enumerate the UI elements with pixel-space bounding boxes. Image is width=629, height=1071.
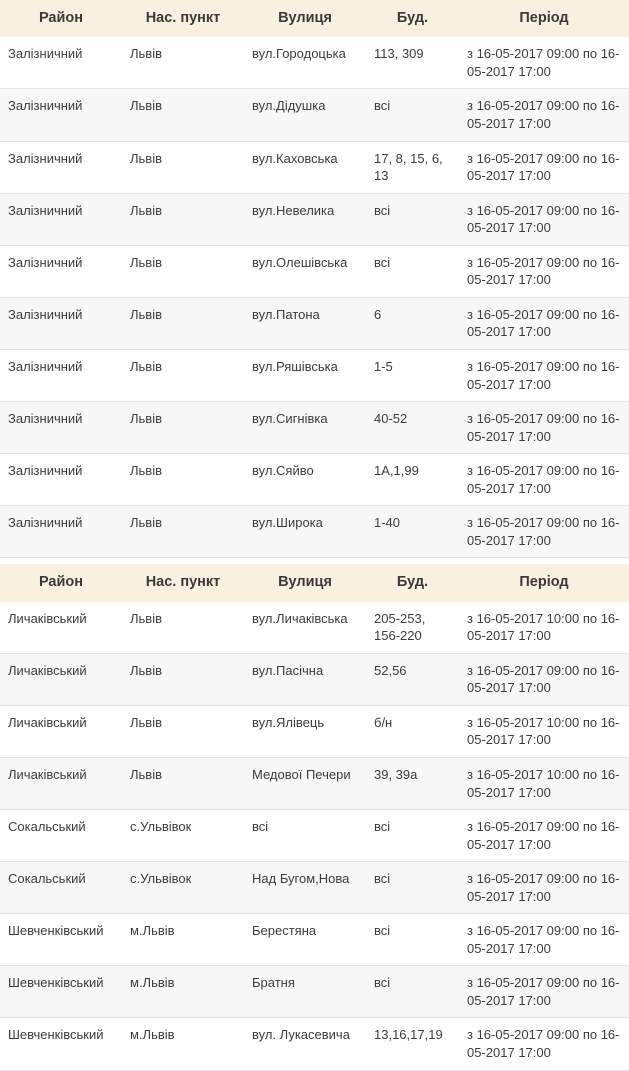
cell-street: вул.Широка — [244, 506, 366, 558]
cell-street: Медової Печери — [244, 758, 366, 810]
cell-period: з 16-05-2017 10:00 по 16-05-2017 17:00 — [459, 705, 629, 757]
table-row — [0, 1018, 629, 1070]
cell-locality: м.Львів — [122, 1018, 244, 1070]
cell-locality: Львів — [122, 506, 244, 558]
cell-district: Залізничний — [0, 297, 122, 349]
cell-street: Братня — [244, 966, 366, 1018]
cell-period: з 16-05-2017 09:00 по 16-05-2017 17:00 — [459, 402, 629, 454]
table-body-1 — [0, 37, 629, 557]
header-row — [0, 0, 629, 37]
cell-building: всі — [366, 862, 459, 914]
cell-building: 52,56 — [366, 653, 459, 705]
table-row — [0, 810, 629, 862]
cell-locality: Львів — [122, 89, 244, 141]
cell-street: вул.Сигнівка — [244, 402, 366, 454]
cell-period: з 16-05-2017 09:00 по 16-05-2017 17:00 — [459, 454, 629, 506]
cell-locality: с.Ульвівок — [122, 862, 244, 914]
table-row — [0, 653, 629, 705]
cell-locality: Львів — [122, 402, 244, 454]
table-row — [0, 193, 629, 245]
cell-locality: Львів — [122, 141, 244, 193]
cell-building: 13,16,17,19 — [366, 1018, 459, 1070]
cell-period: з 16-05-2017 10:00 по 16-05-2017 17:00 — [459, 758, 629, 810]
column-header-building: Буд. — [366, 0, 459, 37]
cell-building: всі — [366, 89, 459, 141]
cell-district: Залізничний — [0, 349, 122, 401]
column-header-building: Буд. — [366, 564, 459, 601]
cell-building: всі — [366, 810, 459, 862]
cell-locality: м.Львів — [122, 914, 244, 966]
cell-building: 1-5 — [366, 349, 459, 401]
column-header-locality: Нас. пункт — [122, 564, 244, 601]
cell-street: вул.Городоцька — [244, 37, 366, 89]
cell-district: Шевченківський — [0, 966, 122, 1018]
cell-period: з 16-05-2017 09:00 по 16-05-2017 17:00 — [459, 141, 629, 193]
cell-street: вул.Невелика — [244, 193, 366, 245]
cell-district: Сокальський — [0, 810, 122, 862]
cell-locality: Львів — [122, 349, 244, 401]
cell-street: вул.Олешівська — [244, 245, 366, 297]
cell-street: вул.Ряшівська — [244, 349, 366, 401]
cell-locality: Львів — [122, 297, 244, 349]
cell-building: 113, 309 — [366, 37, 459, 89]
cell-street: вул. Лукасевича — [244, 1018, 366, 1070]
cell-locality: Львів — [122, 602, 244, 654]
cell-street: вул.Дідушка — [244, 89, 366, 141]
cell-locality: Львів — [122, 758, 244, 810]
cell-building: всі — [366, 245, 459, 297]
table-row — [0, 914, 629, 966]
cell-district: Залізничний — [0, 193, 122, 245]
cell-building: 6 — [366, 297, 459, 349]
table-row — [0, 89, 629, 141]
table-row — [0, 297, 629, 349]
column-header-district: Район — [0, 0, 122, 37]
table-row — [0, 37, 629, 89]
cell-period: з 16-05-2017 09:00 по 16-05-2017 17:00 — [459, 245, 629, 297]
table-row — [0, 245, 629, 297]
table-header-1 — [0, 0, 629, 37]
cell-period: з 16-05-2017 09:00 по 16-05-2017 17:00 — [459, 653, 629, 705]
cell-district: Залізничний — [0, 141, 122, 193]
cell-district: Шевченківський — [0, 914, 122, 966]
cell-building: 40-52 — [366, 402, 459, 454]
cell-period: з 16-05-2017 09:00 по 16-05-2017 17:00 — [459, 914, 629, 966]
header-row — [0, 564, 629, 601]
cell-street: всі — [244, 810, 366, 862]
cell-district: Залізничний — [0, 402, 122, 454]
cell-locality: м.Львів — [122, 966, 244, 1018]
table-header-2 — [0, 564, 629, 601]
column-header-period: Період — [459, 0, 629, 37]
cell-locality: с.Ульвівок — [122, 810, 244, 862]
cell-building: всі — [366, 914, 459, 966]
table-row — [0, 349, 629, 401]
cell-period: з 16-05-2017 09:00 по 16-05-2017 17:00 — [459, 193, 629, 245]
cell-street: вул.Каховська — [244, 141, 366, 193]
cell-street: вул.Ялівець — [244, 705, 366, 757]
cell-period: з 16-05-2017 09:00 по 16-05-2017 17:00 — [459, 37, 629, 89]
table-row — [0, 141, 629, 193]
cell-district: Сокальський — [0, 862, 122, 914]
cell-locality: Львів — [122, 705, 244, 757]
table-row — [0, 402, 629, 454]
cell-locality: Львів — [122, 653, 244, 705]
cell-locality: Львів — [122, 245, 244, 297]
cell-locality: Львів — [122, 37, 244, 89]
cell-district: Залізничний — [0, 89, 122, 141]
cell-building: всі — [366, 966, 459, 1018]
cell-street: Над Бугом,Нова — [244, 862, 366, 914]
cell-district: Личаківський — [0, 602, 122, 654]
cell-period: з 16-05-2017 09:00 по 16-05-2017 17:00 — [459, 349, 629, 401]
cell-street: вул.Пасічна — [244, 653, 366, 705]
cell-building: 39, 39а — [366, 758, 459, 810]
cell-building: 17, 8, 15, 6, 13 — [366, 141, 459, 193]
cell-period: з 16-05-2017 09:00 по 16-05-2017 17:00 — [459, 862, 629, 914]
table-row — [0, 966, 629, 1018]
cell-building: 205-253, 156-220 — [366, 602, 459, 654]
cell-district: Залізничний — [0, 506, 122, 558]
cell-period: з 16-05-2017 09:00 по 16-05-2017 17:00 — [459, 966, 629, 1018]
cell-district: Залізничний — [0, 37, 122, 89]
cell-district: Личаківський — [0, 705, 122, 757]
table-row — [0, 506, 629, 558]
cell-locality: Львів — [122, 193, 244, 245]
cell-period: з 16-05-2017 09:00 по 16-05-2017 17:00 — [459, 1018, 629, 1070]
cell-district: Личаківський — [0, 653, 122, 705]
table-row — [0, 862, 629, 914]
cell-building: всі — [366, 193, 459, 245]
cell-district: Личаківський — [0, 758, 122, 810]
cell-period: з 16-05-2017 09:00 по 16-05-2017 17:00 — [459, 810, 629, 862]
cell-building: 1-40 — [366, 506, 459, 558]
column-header-district: Район — [0, 564, 122, 601]
cell-building: 1А,1,99 — [366, 454, 459, 506]
column-header-street: Вулиця — [244, 564, 366, 601]
table-row — [0, 602, 629, 654]
cell-building: б/н — [366, 705, 459, 757]
cell-district: Залізничний — [0, 245, 122, 297]
column-header-locality: Нас. пункт — [122, 0, 244, 37]
cell-period: з 16-05-2017 10:00 по 16-05-2017 17:00 — [459, 602, 629, 654]
table-body-2 — [0, 602, 629, 1070]
cell-period: з 16-05-2017 09:00 по 16-05-2017 17:00 — [459, 89, 629, 141]
cell-street: Берестяна — [244, 914, 366, 966]
cell-street: вул.Патона — [244, 297, 366, 349]
column-header-street: Вулиця — [244, 0, 366, 37]
cell-district: Залізничний — [0, 454, 122, 506]
column-header-period: Період — [459, 564, 629, 601]
table-row — [0, 758, 629, 810]
table-row — [0, 454, 629, 506]
cell-period: з 16-05-2017 09:00 по 16-05-2017 17:00 — [459, 297, 629, 349]
cell-street: вул.Сяйво — [244, 454, 366, 506]
cell-street: вул.Личаківська — [244, 602, 366, 654]
cell-locality: Львів — [122, 454, 244, 506]
cell-district: Шевченківський — [0, 1018, 122, 1070]
table-row — [0, 705, 629, 757]
cell-period: з 16-05-2017 09:00 по 16-05-2017 17:00 — [459, 506, 629, 558]
outage-table-2 — [0, 564, 629, 1070]
